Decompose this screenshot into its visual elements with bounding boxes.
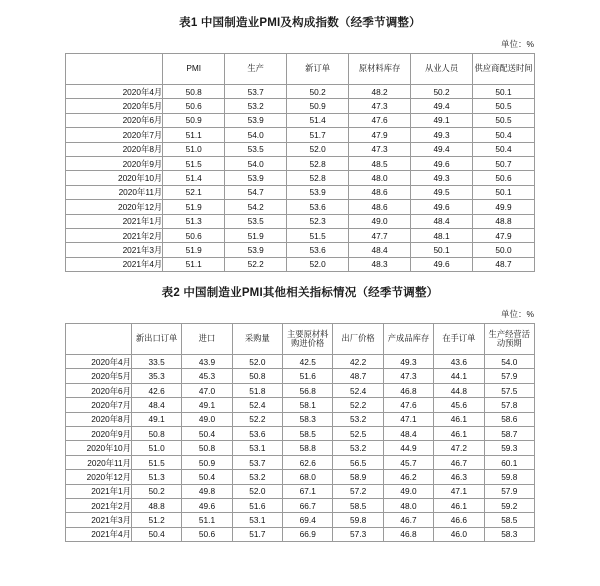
cell: 56.8 xyxy=(283,383,333,397)
cell: 53.6 xyxy=(287,200,349,214)
cell: 46.0 xyxy=(434,527,484,541)
cell: 46.7 xyxy=(434,455,484,469)
cell: 53.6 xyxy=(287,243,349,257)
cell: 52.8 xyxy=(287,171,349,185)
table1-col-0 xyxy=(66,54,163,85)
cell: 52.0 xyxy=(287,142,349,156)
cell: 59.8 xyxy=(484,470,534,484)
cell: 60.1 xyxy=(484,455,534,469)
cell: 62.6 xyxy=(283,455,333,469)
row-label: 2021年4月 xyxy=(66,257,163,271)
cell: 47.1 xyxy=(383,412,433,426)
table2-title: 表2 中国制造业PMI其他相关指标情况（经季节调整） xyxy=(161,287,439,300)
cell: 48.7 xyxy=(333,369,383,383)
row-label: 2020年11月 xyxy=(66,185,163,199)
cell: 59.8 xyxy=(333,513,383,527)
cell: 48.6 xyxy=(349,200,411,214)
cell: 50.8 xyxy=(182,441,232,455)
cell: 52.8 xyxy=(287,156,349,170)
table-row xyxy=(66,412,535,426)
cell: 50.4 xyxy=(473,142,535,156)
cell: 50.1 xyxy=(411,243,473,257)
cell: 47.0 xyxy=(182,383,232,397)
row-label: 2020年6月 xyxy=(66,113,163,127)
cell: 52.4 xyxy=(232,398,282,412)
cell: 53.6 xyxy=(232,427,282,441)
row-label: 2020年4月 xyxy=(66,85,163,99)
cell: 46.8 xyxy=(383,527,433,541)
cell: 50.4 xyxy=(182,470,232,484)
cell: 50.5 xyxy=(473,99,535,113)
cell: 51.9 xyxy=(163,243,225,257)
table-row xyxy=(66,171,535,185)
cell: 46.1 xyxy=(434,427,484,441)
cell: 52.4 xyxy=(333,383,383,397)
cell: 48.8 xyxy=(131,498,181,512)
table-row xyxy=(66,200,535,214)
cell: 49.6 xyxy=(411,200,473,214)
row-label: 2020年6月 xyxy=(66,383,132,397)
cell: 53.5 xyxy=(225,142,287,156)
cell: 53.2 xyxy=(225,99,287,113)
cell: 51.5 xyxy=(287,228,349,242)
row-label: 2021年3月 xyxy=(66,243,163,257)
cell: 49.1 xyxy=(182,398,232,412)
row-label: 2021年4月 xyxy=(66,527,132,541)
cell: 45.3 xyxy=(182,369,232,383)
cell: 50.6 xyxy=(473,171,535,185)
cell: 47.9 xyxy=(349,128,411,142)
cell: 44.1 xyxy=(434,369,484,383)
cell: 53.1 xyxy=(232,513,282,527)
cell: 68.0 xyxy=(283,470,333,484)
cell: 47.7 xyxy=(349,228,411,242)
cell: 53.9 xyxy=(225,171,287,185)
row-label: 2020年8月 xyxy=(66,142,163,156)
cell: 66.7 xyxy=(283,498,333,512)
cell: 51.6 xyxy=(232,498,282,512)
cell: 48.4 xyxy=(349,243,411,257)
cell: 50.0 xyxy=(473,243,535,257)
cell: 56.5 xyxy=(333,455,383,469)
cell: 48.5 xyxy=(349,156,411,170)
table1-col-supplier-delivery-time: 供应商配送时间 xyxy=(473,54,535,85)
cell: 57.3 xyxy=(333,527,383,541)
cell: 54.0 xyxy=(225,128,287,142)
cell: 69.4 xyxy=(283,513,333,527)
cell: 54.0 xyxy=(225,156,287,170)
row-label: 2020年9月 xyxy=(66,156,163,170)
cell: 48.6 xyxy=(349,185,411,199)
cell: 51.5 xyxy=(131,455,181,469)
cell: 58.7 xyxy=(484,427,534,441)
cell: 52.2 xyxy=(333,398,383,412)
cell: 50.2 xyxy=(411,85,473,99)
cell: 58.8 xyxy=(283,441,333,455)
table1 xyxy=(65,53,535,272)
cell: 50.2 xyxy=(287,85,349,99)
table-row xyxy=(66,383,535,397)
cell: 50.1 xyxy=(473,185,535,199)
cell: 42.5 xyxy=(283,355,333,369)
row-label: 2020年7月 xyxy=(66,128,163,142)
cell: 53.5 xyxy=(225,214,287,228)
cell: 51.9 xyxy=(163,200,225,214)
table1-header-row xyxy=(66,54,535,85)
cell: 52.2 xyxy=(232,412,282,426)
table1-col-raw-material-inventory: 原材料库存 xyxy=(349,54,411,85)
cell: 58.6 xyxy=(484,412,534,426)
cell: 46.8 xyxy=(383,383,433,397)
table-row xyxy=(66,257,535,271)
table-row xyxy=(66,513,535,527)
cell: 51.5 xyxy=(163,156,225,170)
cell: 49.6 xyxy=(411,156,473,170)
cell: 51.1 xyxy=(163,257,225,271)
cell: 49.4 xyxy=(411,142,473,156)
cell: 48.0 xyxy=(349,171,411,185)
cell: 49.3 xyxy=(383,355,433,369)
cell: 49.0 xyxy=(182,412,232,426)
cell: 48.4 xyxy=(131,398,181,412)
cell: 51.6 xyxy=(283,369,333,383)
table-row xyxy=(66,484,535,498)
table-row xyxy=(66,243,535,257)
table-row xyxy=(66,128,535,142)
cell: 43.9 xyxy=(182,355,232,369)
cell: 45.7 xyxy=(383,455,433,469)
cell: 51.7 xyxy=(232,527,282,541)
cell: 51.4 xyxy=(163,171,225,185)
cell: 51.1 xyxy=(163,128,225,142)
cell: 50.2 xyxy=(131,484,181,498)
cell: 59.2 xyxy=(484,498,534,512)
cell: 54.7 xyxy=(225,185,287,199)
cell: 49.5 xyxy=(411,185,473,199)
cell: 50.1 xyxy=(473,85,535,99)
table1-col-employment: 从业人员 xyxy=(411,54,473,85)
cell: 52.0 xyxy=(232,484,282,498)
cell: 46.6 xyxy=(434,513,484,527)
cell: 58.3 xyxy=(283,412,333,426)
cell: 52.2 xyxy=(225,257,287,271)
cell: 54.0 xyxy=(484,355,534,369)
cell: 46.2 xyxy=(383,470,433,484)
cell: 44.8 xyxy=(434,383,484,397)
cell: 58.9 xyxy=(333,470,383,484)
cell: 59.3 xyxy=(484,441,534,455)
cell: 50.5 xyxy=(473,113,535,127)
cell: 50.9 xyxy=(287,99,349,113)
cell: 52.1 xyxy=(163,185,225,199)
cell: 47.1 xyxy=(434,484,484,498)
cell: 51.3 xyxy=(163,214,225,228)
cell: 47.3 xyxy=(349,142,411,156)
table-row xyxy=(66,398,535,412)
cell: 66.9 xyxy=(283,527,333,541)
table2-header-row xyxy=(66,324,535,355)
cell: 49.0 xyxy=(383,484,433,498)
cell: 47.9 xyxy=(473,228,535,242)
row-label: 2021年3月 xyxy=(66,513,132,527)
table2-col-business-expectations: 生产经营活动预期 xyxy=(484,324,534,355)
cell: 52.3 xyxy=(287,214,349,228)
cell: 48.1 xyxy=(411,228,473,242)
table1-col-pmi: PMI xyxy=(163,54,225,85)
cell: 50.9 xyxy=(182,455,232,469)
cell: 46.7 xyxy=(383,513,433,527)
cell: 50.4 xyxy=(182,427,232,441)
table2 xyxy=(65,323,535,542)
cell: 49.6 xyxy=(411,257,473,271)
cell: 50.8 xyxy=(163,85,225,99)
cell: 51.9 xyxy=(225,228,287,242)
row-label: 2020年11月 xyxy=(66,455,132,469)
cell: 48.7 xyxy=(473,257,535,271)
table2-col-finished-goods-inventory: 产成品库存 xyxy=(383,324,433,355)
row-label: 2021年1月 xyxy=(66,484,132,498)
table-row xyxy=(66,355,535,369)
table-row xyxy=(66,156,535,170)
row-label: 2020年8月 xyxy=(66,412,132,426)
cell: 51.8 xyxy=(232,383,282,397)
cell: 50.8 xyxy=(131,427,181,441)
cell: 50.9 xyxy=(163,113,225,127)
cell: 47.3 xyxy=(383,369,433,383)
cell: 49.0 xyxy=(349,214,411,228)
cell: 52.5 xyxy=(333,427,383,441)
table-row xyxy=(66,228,535,242)
cell: 43.6 xyxy=(434,355,484,369)
row-label: 2021年2月 xyxy=(66,228,163,242)
row-label: 2021年1月 xyxy=(66,214,163,228)
cell: 42.2 xyxy=(333,355,383,369)
cell: 50.6 xyxy=(163,99,225,113)
cell: 52.0 xyxy=(287,257,349,271)
cell: 48.4 xyxy=(383,427,433,441)
cell: 48.3 xyxy=(349,257,411,271)
cell: 50.4 xyxy=(131,527,181,541)
cell: 54.2 xyxy=(225,200,287,214)
row-label: 2021年2月 xyxy=(66,498,132,512)
row-label: 2020年10月 xyxy=(66,171,163,185)
table-row xyxy=(66,527,535,541)
cell: 51.0 xyxy=(131,441,181,455)
table-row xyxy=(66,441,535,455)
cell: 53.2 xyxy=(333,412,383,426)
cell: 42.6 xyxy=(131,383,181,397)
cell: 49.3 xyxy=(411,128,473,142)
cell: 49.1 xyxy=(131,412,181,426)
table-row xyxy=(66,185,535,199)
row-label: 2020年10月 xyxy=(66,441,132,455)
cell: 58.3 xyxy=(484,527,534,541)
cell: 46.1 xyxy=(434,498,484,512)
table-row xyxy=(66,369,535,383)
cell: 51.7 xyxy=(287,128,349,142)
table-row xyxy=(66,142,535,156)
cell: 47.6 xyxy=(383,398,433,412)
cell: 50.8 xyxy=(232,369,282,383)
cell: 58.5 xyxy=(484,513,534,527)
cell: 58.5 xyxy=(283,427,333,441)
table2-col-purchase-volume: 采购量 xyxy=(232,324,282,355)
table-row xyxy=(66,470,535,484)
cell: 67.1 xyxy=(283,484,333,498)
cell: 50.6 xyxy=(182,527,232,541)
cell: 49.3 xyxy=(411,171,473,185)
cell: 47.3 xyxy=(349,99,411,113)
table2-col-new-export-orders: 新出口订单 xyxy=(131,324,181,355)
cell: 45.6 xyxy=(434,398,484,412)
cell: 48.2 xyxy=(349,85,411,99)
cell: 57.8 xyxy=(484,398,534,412)
row-label: 2020年12月 xyxy=(66,470,132,484)
table1-col-new-orders: 新订单 xyxy=(287,54,349,85)
row-label: 2020年4月 xyxy=(66,355,132,369)
table-row xyxy=(66,99,535,113)
cell: 51.3 xyxy=(131,470,181,484)
cell: 52.0 xyxy=(232,355,282,369)
cell: 53.7 xyxy=(232,455,282,469)
table-row xyxy=(66,113,535,127)
cell: 48.0 xyxy=(383,498,433,512)
cell: 35.3 xyxy=(131,369,181,383)
cell: 49.1 xyxy=(411,113,473,127)
cell: 51.0 xyxy=(163,142,225,156)
table1-unit: 单位：% xyxy=(500,39,534,49)
cell: 47.2 xyxy=(434,441,484,455)
cell: 53.2 xyxy=(232,470,282,484)
cell: 57.2 xyxy=(333,484,383,498)
cell: 48.8 xyxy=(473,214,535,228)
cell: 50.4 xyxy=(473,128,535,142)
table2-unit: 单位：% xyxy=(500,309,534,320)
cell: 58.1 xyxy=(283,398,333,412)
table-row xyxy=(66,214,535,228)
cell: 48.4 xyxy=(411,214,473,228)
cell: 57.9 xyxy=(484,369,534,383)
table-row xyxy=(66,85,535,99)
cell: 47.6 xyxy=(349,113,411,127)
table2-col-input-prices: 主要原材料购进价格 xyxy=(283,324,333,355)
cell: 46.1 xyxy=(434,412,484,426)
table2-col-0 xyxy=(66,324,132,355)
cell: 49.6 xyxy=(182,498,232,512)
cell: 50.7 xyxy=(473,156,535,170)
cell: 53.9 xyxy=(287,185,349,199)
cell: 53.9 xyxy=(225,113,287,127)
table2-col-imports: 进口 xyxy=(182,324,232,355)
row-label: 2020年5月 xyxy=(66,369,132,383)
cell: 44.9 xyxy=(383,441,433,455)
cell: 53.2 xyxy=(333,441,383,455)
cell: 53.9 xyxy=(225,243,287,257)
cell: 57.9 xyxy=(484,484,534,498)
table-row xyxy=(66,498,535,512)
table1-title: 表1 中国制造业PMI及构成指数（经季节调整） xyxy=(179,17,421,29)
table2-col-output-prices: 出厂价格 xyxy=(333,324,383,355)
row-label: 2020年12月 xyxy=(66,200,163,214)
cell: 53.1 xyxy=(232,441,282,455)
table2-col-backlog-orders: 在手订单 xyxy=(434,324,484,355)
table1-col-production: 生产 xyxy=(225,54,287,85)
cell: 49.9 xyxy=(473,200,535,214)
cell: 51.4 xyxy=(287,113,349,127)
table-row xyxy=(66,427,535,441)
cell: 51.1 xyxy=(182,513,232,527)
row-label: 2020年7月 xyxy=(66,398,132,412)
cell: 53.7 xyxy=(225,85,287,99)
cell: 46.3 xyxy=(434,470,484,484)
cell: 58.5 xyxy=(333,498,383,512)
cell: 57.5 xyxy=(484,383,534,397)
cell: 49.8 xyxy=(182,484,232,498)
cell: 33.5 xyxy=(131,355,181,369)
row-label: 2020年9月 xyxy=(66,427,132,441)
cell: 49.4 xyxy=(411,99,473,113)
row-label: 2020年5月 xyxy=(66,99,163,113)
cell: 50.6 xyxy=(163,228,225,242)
table-row xyxy=(66,455,535,469)
cell: 51.2 xyxy=(131,513,181,527)
